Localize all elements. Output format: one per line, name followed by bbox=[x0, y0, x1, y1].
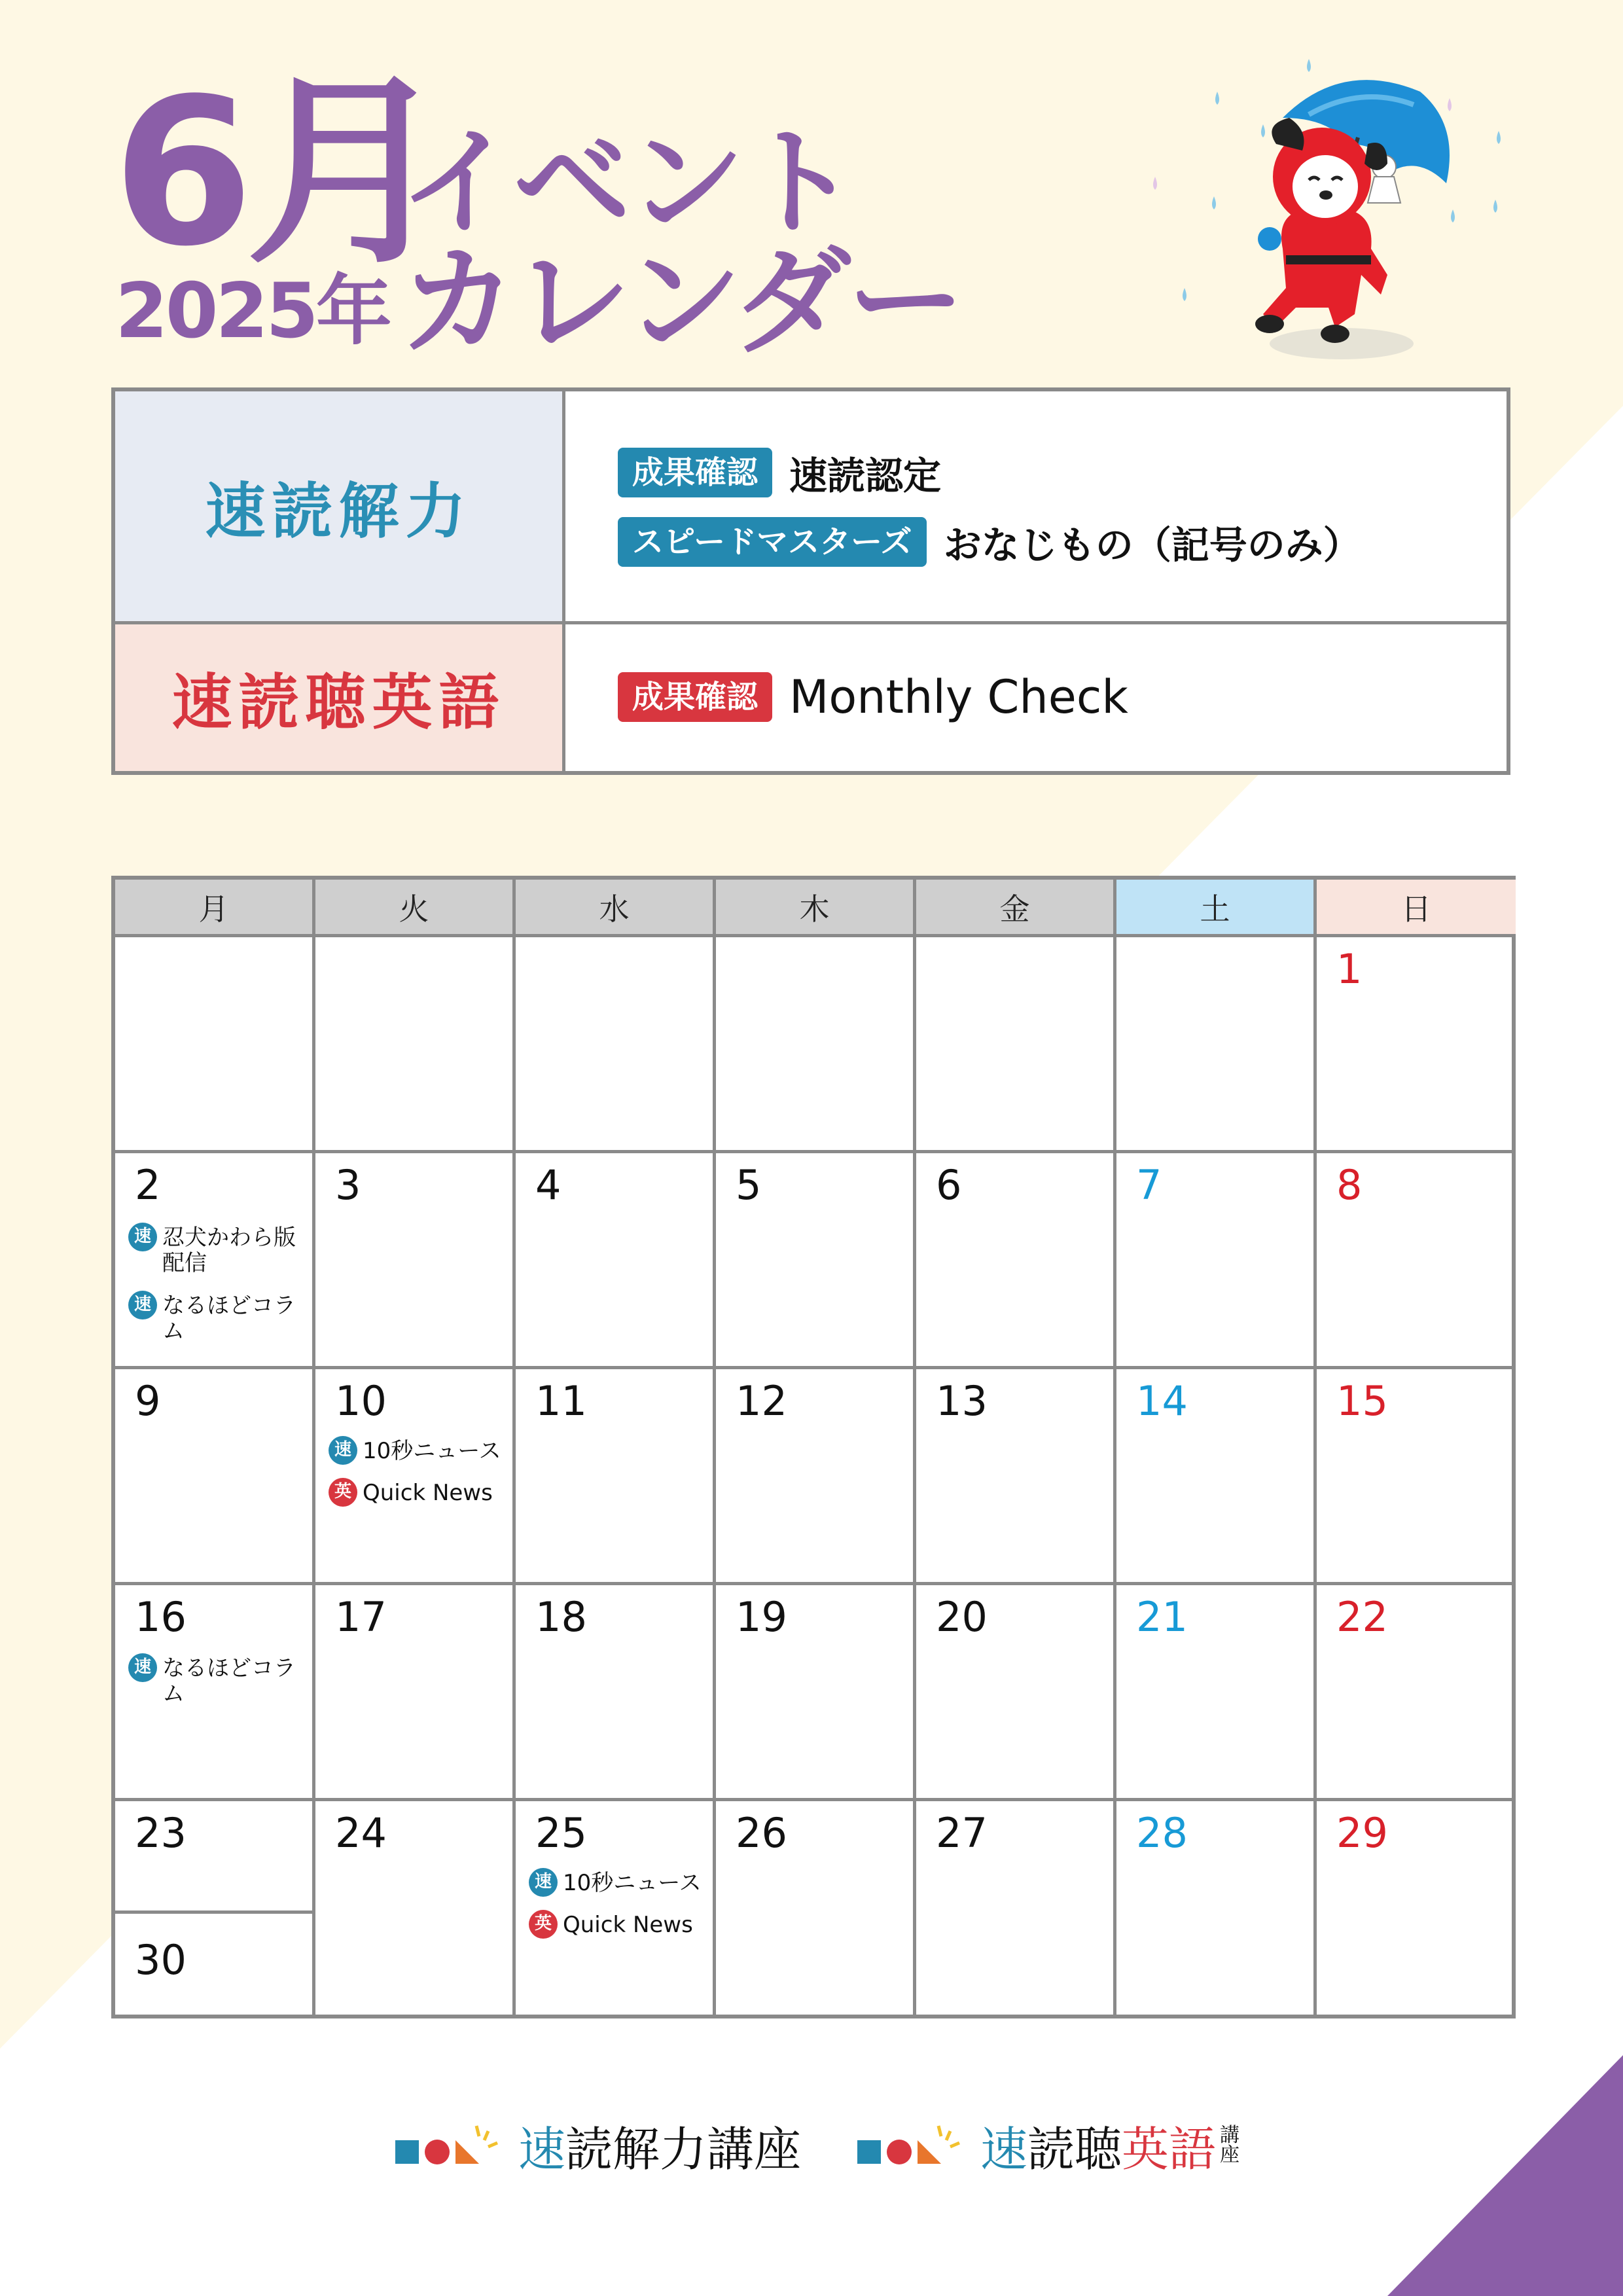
day-cell-21 bbox=[1116, 1585, 1317, 1801]
day-cell-1 bbox=[1317, 937, 1516, 1153]
brand-shapes-icon bbox=[855, 2119, 972, 2172]
day-cell-empty bbox=[916, 937, 1116, 1153]
event-label: なるほどコラム bbox=[162, 1293, 296, 1345]
day-cell-26 bbox=[716, 1801, 916, 2015]
eigo-badge-icon: 英 bbox=[529, 1910, 558, 1939]
day-number: 28 bbox=[1136, 1809, 1188, 1857]
day-cell-empty bbox=[716, 937, 916, 1153]
logo-text: 速読解力講座 bbox=[518, 2122, 802, 2177]
day-cell-4 bbox=[516, 1153, 716, 1369]
day-number: 17 bbox=[335, 1593, 387, 1641]
day-cell-15 bbox=[1317, 1369, 1516, 1585]
title-calendar: カレンダー bbox=[399, 234, 961, 370]
event-tag: スピードマスターズ bbox=[618, 517, 927, 567]
day-cell-14 bbox=[1116, 1369, 1317, 1585]
calendar-event bbox=[329, 1478, 493, 1507]
year-heading: 2025年 bbox=[115, 267, 389, 355]
day-number: 18 bbox=[535, 1593, 587, 1641]
day-cell-22 bbox=[1317, 1585, 1516, 1801]
month-heading: 6月 bbox=[113, 55, 441, 291]
day-number: 7 bbox=[1136, 1161, 1162, 1209]
event-tag: 成果確認 bbox=[618, 448, 772, 497]
day-number: 10 bbox=[335, 1377, 387, 1425]
day-number: 24 bbox=[335, 1809, 387, 1857]
day-cell-9 bbox=[115, 1369, 315, 1585]
day-number: 21 bbox=[1136, 1593, 1188, 1641]
day-cell-18 bbox=[516, 1585, 716, 1801]
day-cell-28 bbox=[1116, 1801, 1317, 2015]
day-cell-12 bbox=[716, 1369, 916, 1585]
day-cell-6 bbox=[916, 1153, 1116, 1369]
day-cell-25 bbox=[516, 1801, 716, 2015]
day-number: 30 bbox=[135, 1936, 187, 1984]
event-entry bbox=[618, 514, 1361, 569]
event-row-sokudoku-eigo bbox=[115, 624, 1507, 771]
day-number: 3 bbox=[335, 1161, 361, 1209]
day-number: 8 bbox=[1336, 1161, 1363, 1209]
weekday-header-sat: 土 bbox=[1116, 880, 1317, 937]
day-cell-17 bbox=[315, 1585, 516, 1801]
day-number: 2 bbox=[135, 1161, 161, 1209]
sokudoku-badge-icon: 速 bbox=[128, 1223, 157, 1251]
day-cell-empty bbox=[1116, 937, 1317, 1153]
day-cell-24 bbox=[315, 1801, 516, 2015]
calendar-event bbox=[529, 1910, 693, 1939]
day-number: 26 bbox=[736, 1809, 787, 1857]
day-cell-empty bbox=[315, 937, 516, 1153]
day-number: 15 bbox=[1336, 1377, 1388, 1425]
event-label: 10秒ニュース bbox=[363, 1438, 501, 1464]
day-number: 14 bbox=[1136, 1377, 1188, 1425]
weekday-header-sun: 日 bbox=[1317, 880, 1516, 937]
event-label: なるほどコラム bbox=[162, 1655, 296, 1708]
day-cell-13 bbox=[916, 1369, 1116, 1585]
day-number: 1 bbox=[1336, 945, 1363, 993]
day-cell-27 bbox=[916, 1801, 1116, 2015]
sokudoku-badge-icon: 速 bbox=[529, 1868, 558, 1897]
ninja-dog-mascot-illustration bbox=[1113, 46, 1518, 373]
day-cell-19 bbox=[716, 1585, 916, 1801]
day-cell-16 bbox=[115, 1585, 315, 1801]
weekday-header-fri: 金 bbox=[916, 880, 1116, 937]
brand-shapes-icon bbox=[393, 2119, 510, 2172]
course-label-sokudoku-eigo: 速読聴英語 bbox=[115, 624, 565, 771]
event-row-sokudoku-kairyoku bbox=[115, 391, 1507, 624]
day-cell-10 bbox=[315, 1369, 516, 1585]
day-number: 19 bbox=[736, 1593, 787, 1641]
sokudoku-badge-icon: 速 bbox=[329, 1436, 357, 1465]
sokudoku-badge-icon: 速 bbox=[128, 1291, 157, 1319]
day-number: 5 bbox=[736, 1161, 762, 1209]
day-number: 4 bbox=[535, 1161, 562, 1209]
logo-text: 速読聴英語 bbox=[980, 2122, 1217, 2177]
event-label: Quick News bbox=[563, 1912, 693, 1938]
weekday-header-mon: 月 bbox=[115, 880, 315, 937]
day-number: 6 bbox=[936, 1161, 962, 1209]
logo-sokudoku-eigo-kouza bbox=[855, 2111, 1240, 2179]
event-text: 速読認定 bbox=[789, 454, 942, 498]
sokudoku-badge-icon: 速 bbox=[128, 1653, 157, 1682]
calendar-event bbox=[529, 1868, 702, 1897]
day-cell-empty bbox=[115, 937, 315, 1153]
event-label: 忍犬かわら版 配信 bbox=[162, 1225, 296, 1277]
calendar-event bbox=[128, 1291, 312, 1344]
day-number: 13 bbox=[936, 1377, 988, 1425]
day-number: 16 bbox=[135, 1593, 187, 1641]
event-text: Monthly Check bbox=[789, 670, 1128, 724]
day-number: 22 bbox=[1336, 1593, 1388, 1641]
day-cell-2 bbox=[115, 1153, 315, 1369]
event-entry bbox=[618, 445, 941, 500]
logo-small-text: 講 座 bbox=[1220, 2124, 1240, 2166]
calendar-grid bbox=[111, 876, 1516, 2018]
day-number: 29 bbox=[1336, 1809, 1388, 1857]
event-label: Quick News bbox=[363, 1480, 493, 1506]
calendar-event bbox=[128, 1653, 312, 1707]
day-number: 12 bbox=[736, 1377, 787, 1425]
event-text: おなじもの（記号のみ） bbox=[943, 523, 1361, 567]
day-cell-empty bbox=[516, 937, 716, 1153]
day-number: 25 bbox=[535, 1809, 587, 1857]
weekday-header-thu: 木 bbox=[716, 880, 916, 937]
event-entry bbox=[618, 670, 1128, 724]
logo-sokudoku-kairyoku-kouza bbox=[393, 2111, 801, 2179]
eigo-badge-icon: 英 bbox=[329, 1478, 357, 1507]
day-cell-11 bbox=[516, 1369, 716, 1585]
day-cell-7 bbox=[1116, 1153, 1317, 1369]
day-cell-20 bbox=[916, 1585, 1116, 1801]
day-number: 9 bbox=[135, 1377, 161, 1425]
event-label: 10秒ニュース bbox=[563, 1870, 702, 1896]
day-number: 20 bbox=[936, 1593, 988, 1641]
calendar-event bbox=[329, 1436, 501, 1465]
calendar-event bbox=[128, 1223, 296, 1276]
day-cell-5 bbox=[716, 1153, 916, 1369]
day-cell-29 bbox=[1317, 1801, 1516, 2015]
event-summary-table bbox=[111, 387, 1510, 775]
day-cell-3 bbox=[315, 1153, 516, 1369]
day-cell-23 bbox=[115, 1801, 315, 1914]
title-event: イベント bbox=[399, 115, 855, 251]
day-number: 11 bbox=[535, 1377, 587, 1425]
day-number: 23 bbox=[135, 1809, 187, 1857]
course-label-sokudoku-kairyoku: 速読解力 bbox=[115, 391, 565, 621]
weekday-header-wed: 水 bbox=[516, 880, 716, 937]
day-number: 27 bbox=[936, 1809, 988, 1857]
event-tag: 成果確認 bbox=[618, 672, 772, 722]
weekday-header-tue: 火 bbox=[315, 880, 516, 937]
day-cell-30 bbox=[115, 1914, 315, 2015]
day-cell-8 bbox=[1317, 1153, 1516, 1369]
